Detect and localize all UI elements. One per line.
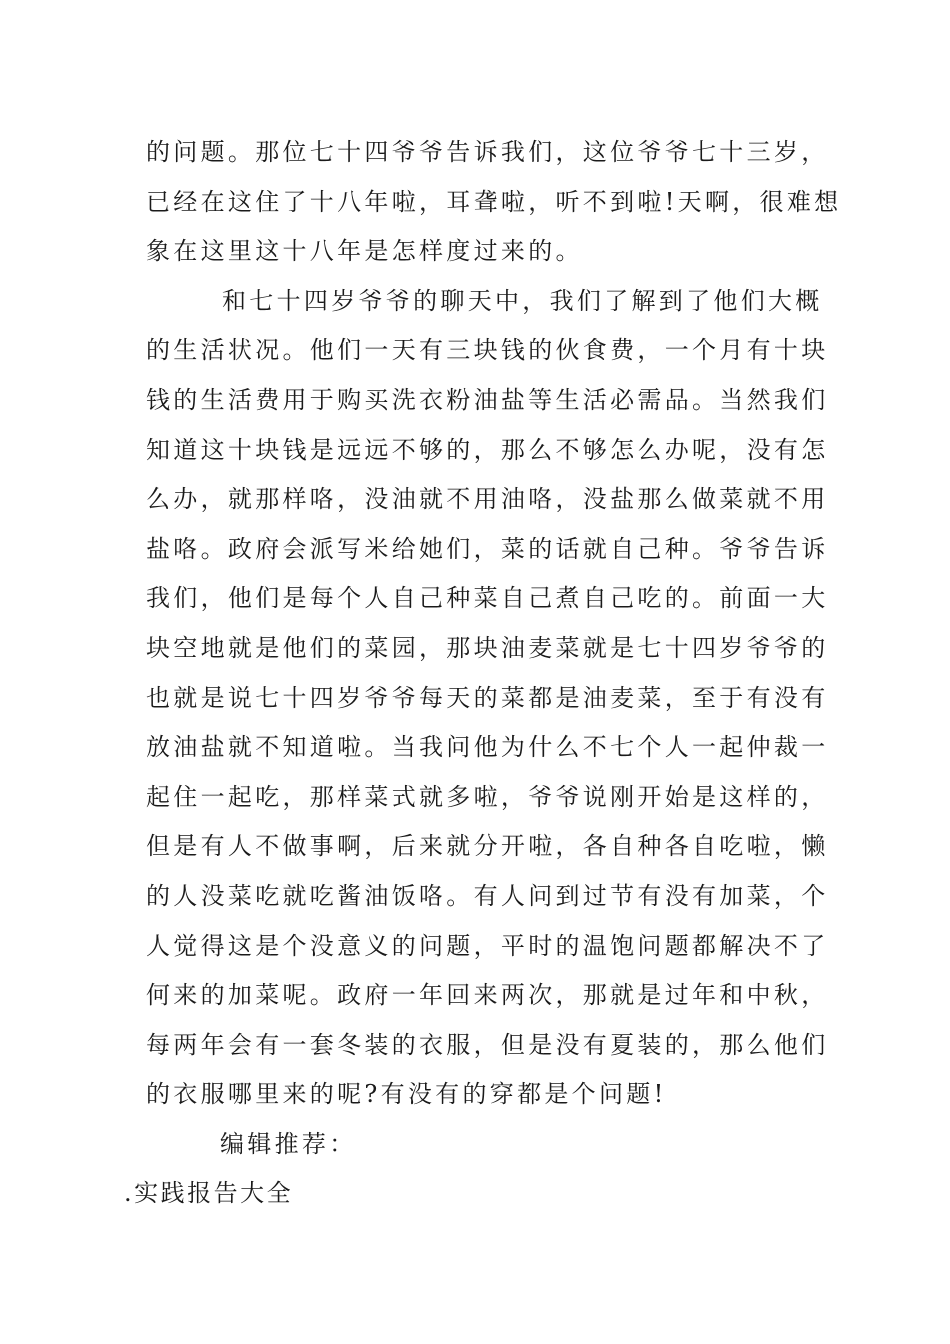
text-line: 象在这里这十八年是怎样度过来的。 <box>146 237 583 266</box>
text-line: 盐咯。政府会派写米给她们，菜的话就自己种。爷爷告诉 <box>146 534 829 563</box>
text-line: 的人没菜吃就吃酱油饭咯。有人问到过节有没有加菜，个 <box>146 881 829 910</box>
text-line: 块空地就是他们的菜园，那块油麦菜就是七十四岁爷爷的 <box>146 633 829 662</box>
paragraph-1 <box>146 128 842 277</box>
text-line: 钱的生活费用于购买洗衣粉油盐等生活必需品。当然我们 <box>146 385 829 414</box>
text-line: 每两年会有一套冬装的衣服，但是没有夏装的，那么他们 <box>146 1030 829 1059</box>
text-line: 何来的加菜呢。政府一年回来两次，那就是过年和中秋， <box>146 981 829 1010</box>
document-body <box>124 128 842 1219</box>
text-line: 但是有人不做事啊，后来就分开啦，各自种各自吃啦，懒 <box>146 832 829 861</box>
paragraph-2 <box>146 277 829 1120</box>
text-line: 已经在这住了十八年啦，耳聋啦，听不到啦!天啊，很难想 <box>146 187 842 216</box>
recommend-link[interactable]: .实践报告大全 <box>124 1179 294 1208</box>
text-line: 放油盐就不知道啦。当我问他为什么不七个人一起仲裁一 <box>146 733 829 762</box>
text-line: 知道这十块钱是远远不够的，那么不够怎么办呢，没有怎 <box>146 435 829 464</box>
text-line: 我们，他们是每个人自己种菜自己煮自己吃的。前面一大 <box>146 584 829 613</box>
text-line: 的问题。那位七十四爷爷告诉我们，这位爷爷七十三岁， <box>146 138 829 166</box>
text-line: 么办，就那样咯，没油就不用油咯，没盐那么做菜就不用 <box>146 485 829 514</box>
text-line: 的衣服哪里来的呢?有没有的穿都是个问题! <box>146 1080 667 1109</box>
text-line: 起住一起吃，那样菜式就多啦，爷爷说刚开始是这样的， <box>146 782 829 811</box>
text-line: 也就是说七十四岁爷爷每天的菜都是油麦菜，至于有没有 <box>146 683 829 712</box>
recommend-heading: 编辑推荐： <box>220 1129 357 1158</box>
text-line: 人觉得这是个没意义的问题，平时的温饱问题都解决不了 <box>146 931 829 960</box>
text-line: 的生活状况。他们一天有三块钱的伙食费，一个月有十块 <box>146 336 829 365</box>
text-line: 和七十四岁爷爷的聊天中，我们了解到了他们大概 <box>222 286 823 315</box>
